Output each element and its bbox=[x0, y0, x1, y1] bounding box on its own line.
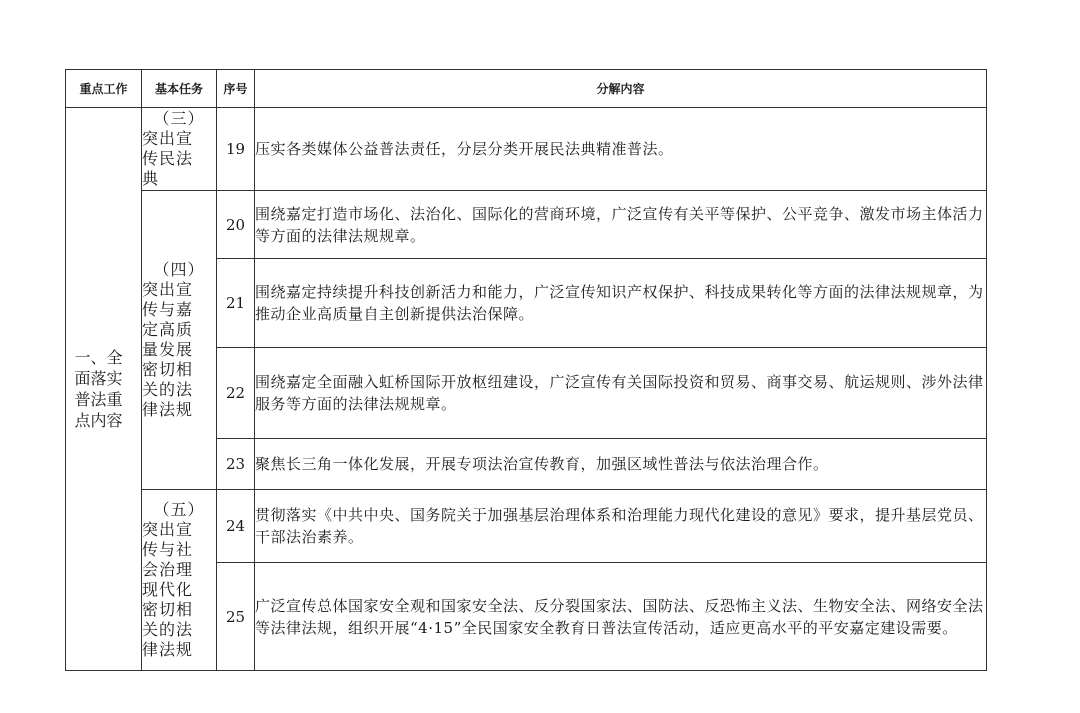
key-work-line: 面落实 bbox=[74, 369, 123, 388]
breakdown-content: 围绕嘉定打造市场化、法治化、国际化的营商环境，广泛宣传有关平等保护、公平竞争、激发市场主体活力等方面的法律法规规章。 bbox=[255, 191, 987, 259]
task-line: 会治理 bbox=[142, 560, 194, 579]
task-line: 现代化 bbox=[142, 580, 194, 599]
key-work-line: 点内容 bbox=[74, 411, 123, 430]
task-line: 传民法 bbox=[142, 149, 194, 168]
serial-number: 20 bbox=[217, 191, 255, 259]
task-line: 传与嘉 bbox=[142, 300, 194, 319]
serial-number: 22 bbox=[217, 348, 255, 439]
breakdown-content: 围绕嘉定持续提升科技创新活力和能力，广泛宣传知识产权保护、科技成果转化等方面的法律法规规章，为推动企业高质量自主创新提供法治保障。 bbox=[255, 259, 987, 348]
header-key-work: 重点工作 bbox=[66, 70, 142, 108]
breakdown-content: 围绕嘉定全面融入虹桥国际开放枢纽建设，广泛宣传有关国际投资和贸易、商事交易、航运规则、涉外法律服务等方面的法律法规规章。 bbox=[255, 348, 987, 439]
basic-task-cell-3 bbox=[142, 108, 217, 191]
task-line: 密切相 bbox=[142, 360, 194, 379]
key-work-line: 一、全 bbox=[74, 348, 123, 367]
header-serial-number: 序号 bbox=[217, 70, 255, 108]
task-line: 突出宣 bbox=[142, 129, 194, 148]
task-line: 密切相 bbox=[142, 600, 194, 619]
task-line: （四） bbox=[153, 260, 205, 279]
header-breakdown-content: 分解内容 bbox=[255, 70, 987, 108]
serial-number: 21 bbox=[217, 259, 255, 348]
task-line: 传与社 bbox=[142, 540, 194, 559]
breakdown-content: 聚焦长三角一体化发展，开展专项法治宣传教育，加强区域性普法与依法治理合作。 bbox=[255, 439, 987, 490]
breakdown-content: 广泛宣传总体国家安全观和国家安全法、反分裂国家法、国防法、反恐怖主义法、生物安全法、网络安全法等法律法规，组织开展“4·15”全民国家安全教育日普法宣传活动，适应更高水平的平安嘉定建设需要。 bbox=[255, 563, 987, 671]
task-line: （五） bbox=[153, 500, 205, 519]
task-line: 典 bbox=[142, 169, 160, 188]
table-row bbox=[66, 191, 987, 259]
basic-task-cell-5 bbox=[142, 490, 217, 671]
table-header-row bbox=[66, 70, 987, 108]
serial-number: 19 bbox=[217, 108, 255, 191]
key-work-cell bbox=[66, 108, 142, 671]
task-breakdown-table bbox=[65, 69, 987, 671]
basic-task-cell-4 bbox=[142, 191, 217, 490]
task-line: 量发展 bbox=[142, 340, 194, 359]
table-row bbox=[66, 108, 987, 191]
task-line: 关的法 bbox=[142, 380, 194, 399]
breakdown-content: 贯彻落实《中共中央、国务院关于加强基层治理体系和治理能力现代化建设的意见》要求，提升基层党员、干部法治素养。 bbox=[255, 490, 987, 563]
task-line: 关的法 bbox=[142, 620, 194, 639]
task-line: 定高质 bbox=[142, 320, 194, 339]
breakdown-content: 压实各类媒体公益普法责任，分层分类开展民法典精准普法。 bbox=[255, 108, 987, 191]
task-line: 律法规 bbox=[142, 400, 194, 419]
serial-number: 25 bbox=[217, 563, 255, 671]
task-line: （三） bbox=[153, 109, 205, 128]
serial-number: 24 bbox=[217, 490, 255, 563]
key-work-line: 普法重 bbox=[74, 390, 123, 409]
serial-number: 23 bbox=[217, 439, 255, 490]
task-line: 突出宣 bbox=[142, 520, 194, 539]
table-row bbox=[66, 490, 987, 563]
header-basic-task: 基本任务 bbox=[142, 70, 217, 108]
task-line: 突出宣 bbox=[142, 280, 194, 299]
task-line: 律法规 bbox=[142, 640, 194, 659]
